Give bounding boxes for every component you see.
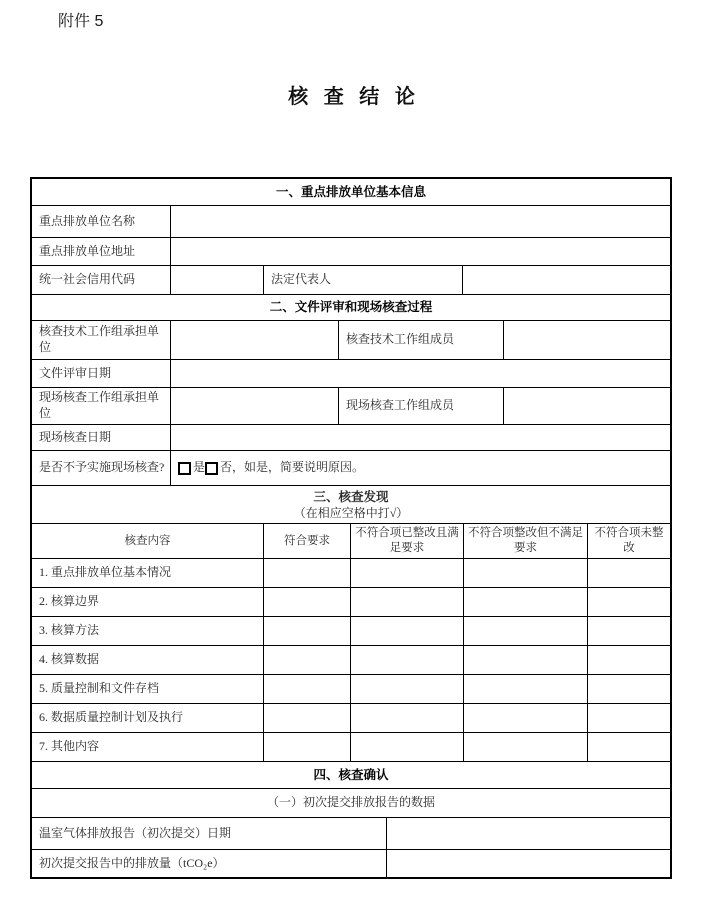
- finding-mark-cell[interactable]: [350, 704, 463, 732]
- attachment-label: 附件 5: [58, 13, 104, 30]
- finding-row-label: 2. 核算边界: [39, 594, 100, 609]
- finding-mark-cell[interactable]: [463, 559, 587, 587]
- no-site-question-label: 是否不予实施现场核查?: [39, 460, 165, 475]
- finding-row-label: 1. 重点排放单位基本情况: [39, 565, 172, 580]
- finding-mark-cell[interactable]: [350, 617, 463, 645]
- finding-mark-cell[interactable]: [463, 588, 587, 616]
- finding-mark-cell[interactable]: [463, 704, 587, 732]
- finding-mark-cell[interactable]: [587, 617, 670, 645]
- finding-mark-cell[interactable]: [263, 646, 350, 674]
- col-header-corrected-unsatisfied: 不符合项整改但不满足要求: [463, 524, 587, 558]
- finding-row-5: [32, 674, 670, 703]
- checkbox-yes-label: 是: [193, 460, 206, 475]
- site-date-row: [32, 424, 670, 450]
- legal-rep-label: 法定代表人: [263, 266, 462, 294]
- finding-mark-cell[interactable]: [587, 733, 670, 761]
- unit-name-label: 重点排放单位名称: [39, 213, 136, 228]
- finding-mark-cell[interactable]: [463, 675, 587, 703]
- unit-address-row: [32, 237, 670, 265]
- finding-row-label: 7. 其他内容: [39, 739, 100, 754]
- finding-row-1: [32, 558, 670, 587]
- finding-mark-cell[interactable]: [350, 588, 463, 616]
- finding-mark-cell[interactable]: [587, 704, 670, 732]
- site-date-label: 现场核查日期: [39, 429, 112, 444]
- finding-row-label: 4. 核算数据: [39, 652, 100, 667]
- initial-emission-label: 初次提交报告中的排放量（tCO₂e）: [39, 855, 225, 870]
- section4-sub1-row: [32, 788, 670, 817]
- finding-mark-cell[interactable]: [587, 588, 670, 616]
- doc-review-date-row: [32, 359, 670, 387]
- initial-emission-row: [32, 849, 670, 877]
- no-site-answer-cell: [170, 451, 670, 485]
- unit-address-value-cell[interactable]: [170, 238, 670, 265]
- finding-row-3: [32, 616, 670, 645]
- checkbox-yes-icon[interactable]: [178, 462, 191, 475]
- initial-emission-value-cell[interactable]: [386, 850, 670, 877]
- site-date-value-cell[interactable]: [170, 425, 670, 450]
- section2-header-row: [32, 294, 670, 320]
- section2-header: 二、文件评审和现场核查过程: [269, 300, 433, 315]
- finding-row-label: 5. 质量控制和文件存档: [39, 681, 160, 696]
- findings-column-header-row: [32, 523, 670, 558]
- finding-mark-cell[interactable]: [350, 559, 463, 587]
- credit-code-row: [32, 265, 670, 294]
- verification-conclusion-form: [30, 177, 672, 879]
- finding-row-label: 6. 数据质量控制计划及执行: [39, 710, 184, 725]
- legal-rep-value-cell[interactable]: [462, 266, 670, 294]
- tech-group-members-label: 核查技术工作组成员: [338, 321, 503, 359]
- section4-header-row: [32, 761, 670, 788]
- section4-sub1-header: （一）初次提交排放报告的数据: [266, 795, 435, 810]
- unit-name-row: [32, 205, 670, 237]
- credit-code-label: 统一社会信用代码: [39, 272, 136, 287]
- section3-header-subtitle: （在相应空格中打√）: [293, 505, 409, 520]
- site-group-row: [32, 387, 670, 424]
- doc-review-date-label: 文件评审日期: [39, 365, 112, 380]
- credit-code-value-cell[interactable]: [170, 266, 263, 294]
- finding-mark-cell[interactable]: [587, 646, 670, 674]
- tech-group-members-value-cell[interactable]: [503, 321, 670, 359]
- finding-mark-cell[interactable]: [263, 675, 350, 703]
- finding-mark-cell[interactable]: [587, 675, 670, 703]
- finding-row-6: [32, 703, 670, 732]
- finding-mark-cell[interactable]: [463, 733, 587, 761]
- finding-mark-cell[interactable]: [350, 675, 463, 703]
- finding-mark-cell[interactable]: [463, 617, 587, 645]
- finding-mark-cell[interactable]: [263, 588, 350, 616]
- section1-header: 一、重点排放单位基本信息: [275, 184, 426, 199]
- ghg-report-date-value-cell[interactable]: [386, 818, 670, 849]
- site-group-members-label: 现场核查工作组成员: [338, 388, 503, 424]
- section3-header-title: 三、核查发现: [313, 489, 389, 504]
- finding-mark-cell[interactable]: [263, 617, 350, 645]
- page-title: 核 查 结 论: [288, 86, 420, 108]
- col-header-conform: 符合要求: [263, 524, 350, 558]
- checkbox-no-icon[interactable]: [205, 462, 218, 475]
- site-group-unit-label: 现场核查工作组承担单位: [39, 390, 160, 420]
- finding-mark-cell[interactable]: [263, 704, 350, 732]
- site-group-members-value-cell[interactable]: [503, 388, 670, 424]
- no-site-check-row: [32, 450, 670, 485]
- section4-header: 四、核查确认: [313, 767, 389, 782]
- finding-mark-cell[interactable]: [350, 646, 463, 674]
- doc-review-date-value-cell[interactable]: [170, 360, 670, 387]
- finding-mark-cell[interactable]: [263, 559, 350, 587]
- tech-group-row: [32, 320, 670, 359]
- col-header-corrected-satisfied: 不符合项已整改且满足要求: [350, 524, 463, 558]
- no-site-note: ，如是，简要说明原因。: [232, 460, 365, 475]
- ghg-report-date-label: 温室气体排放报告（初次提交）日期: [39, 825, 232, 840]
- unit-address-label: 重点排放单位地址: [39, 243, 136, 258]
- finding-row-7: [32, 732, 670, 761]
- finding-mark-cell[interactable]: [263, 733, 350, 761]
- section3-header-row: [32, 485, 670, 523]
- finding-row-4: [32, 645, 670, 674]
- tech-group-unit-label: 核查技术工作组承担单位: [39, 324, 160, 354]
- section1-header-row: [32, 179, 670, 205]
- unit-name-value-cell[interactable]: [170, 206, 670, 237]
- tech-group-unit-value-cell[interactable]: [170, 321, 338, 359]
- finding-row-label: 3. 核算方法: [39, 623, 100, 638]
- checkbox-no-label: 否: [220, 460, 233, 475]
- site-group-unit-value-cell[interactable]: [170, 388, 338, 424]
- ghg-report-date-row: [32, 817, 670, 849]
- finding-row-2: [32, 587, 670, 616]
- finding-mark-cell[interactable]: [587, 559, 670, 587]
- finding-mark-cell[interactable]: [350, 733, 463, 761]
- col-header-content: 核查内容: [124, 534, 171, 547]
- col-header-uncorrected: 不符合项未整改: [587, 524, 670, 558]
- finding-mark-cell[interactable]: [463, 646, 587, 674]
- section3-header: [32, 486, 670, 523]
